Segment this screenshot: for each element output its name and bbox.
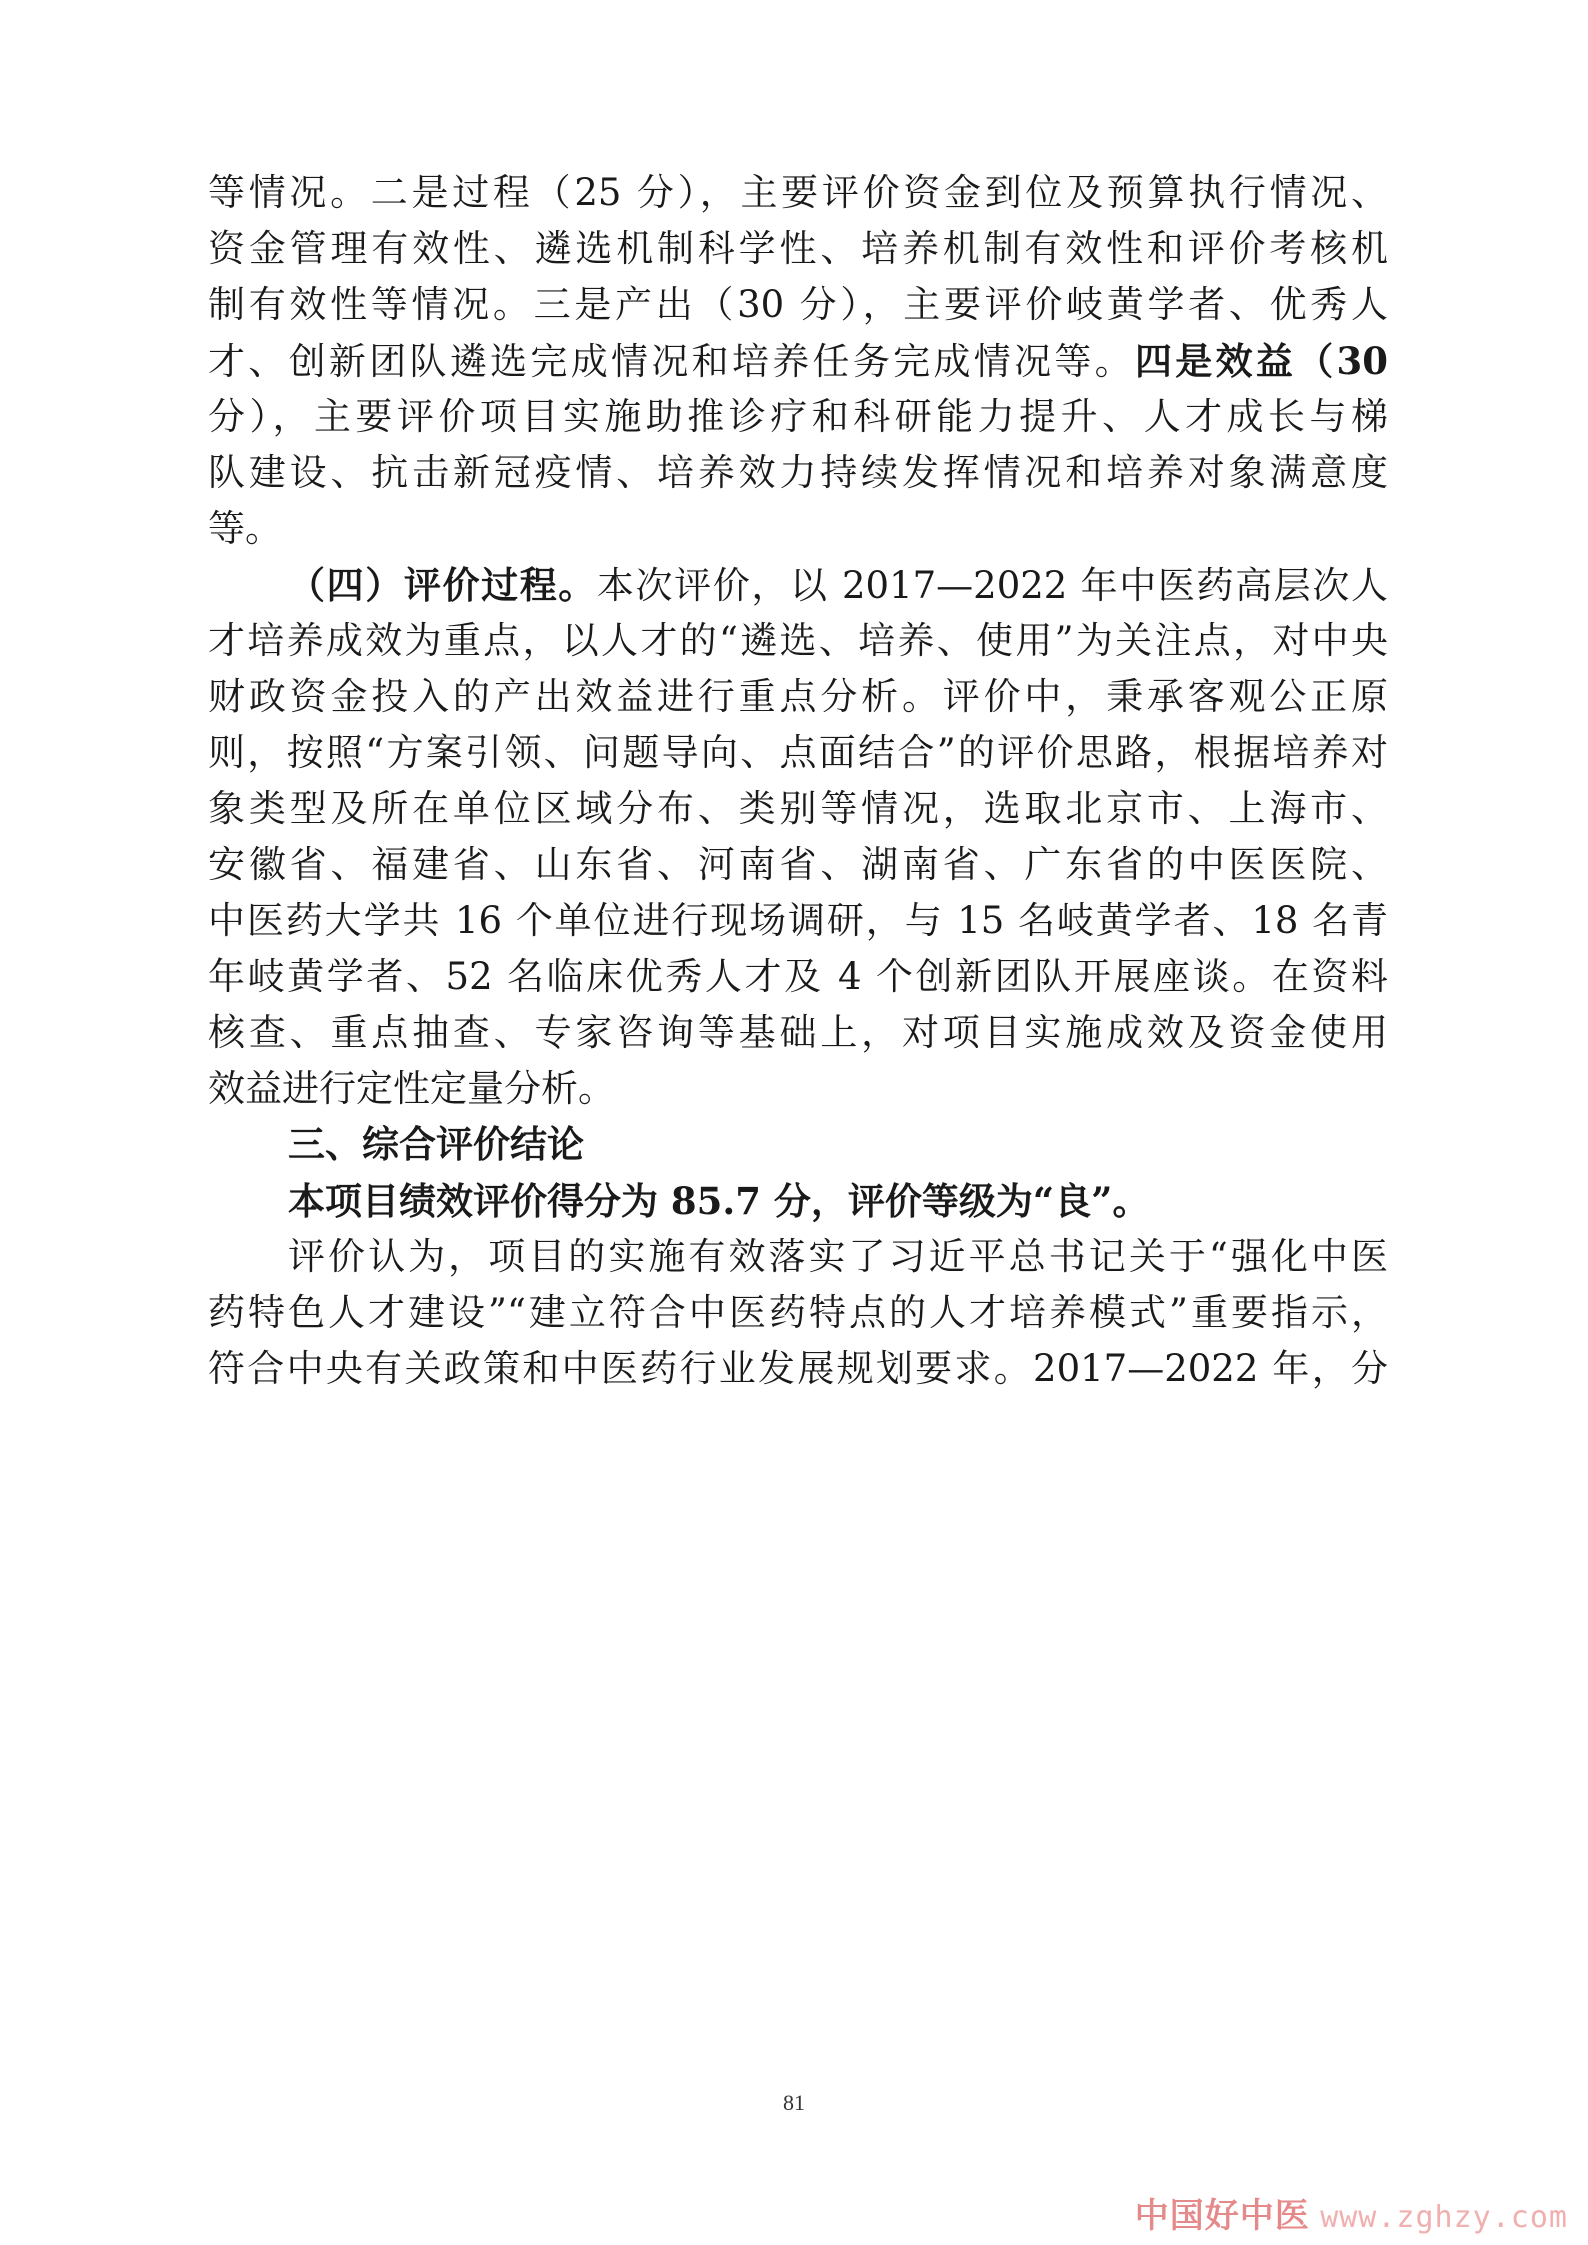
para1-line-1: 等情况。二是过程（25 分），主要评价资金到位及预算执行情况、 xyxy=(208,171,1388,214)
para2-line-6: 安徽省、福建省、山东省、河南省、湖南省、广东省的中医医院、 xyxy=(208,843,1388,886)
para1-line-6: 队建设、抗击新冠疫情、培养效力持续发挥情况和培养对象满意度 xyxy=(208,451,1388,494)
para1-line-4-bold: 四是效益（30 xyxy=(1134,339,1388,383)
section3-line-2: 药特色人才建设”“建立符合中医药特点的人才培养模式”重要指示， xyxy=(208,1291,1388,1334)
para2-line-7: 中医药大学共 16 个单位进行现场调研，与 15 名岐黄学者、18 名青 xyxy=(208,899,1388,942)
para1-line-2: 资金管理有效性、遴选机制科学性、培养机制有效性和评价考核机 xyxy=(208,227,1388,270)
para1-line-4-text: 才、创新团队遴选完成情况和培养任务完成情况等。 xyxy=(208,340,1135,383)
watermark xyxy=(1135,2188,1568,2237)
para2-lead-bold: （四）评价过程。 xyxy=(288,563,597,607)
watermark-url: www.zghzy.com xyxy=(1320,2200,1568,2235)
para1-line-3: 制有效性等情况。三是产出（30 分），主要评价岐黄学者、优秀人 xyxy=(208,283,1388,326)
watermark-cn: 中国好中医 xyxy=(1134,2197,1310,2235)
section3-line-1: 评价认为，项目的实施有效落实了习近平总书记关于“强化中医 xyxy=(288,1235,1388,1278)
para2-first-rest: 本次评价，以 2017—2022 年中医药高层次人 xyxy=(596,564,1388,607)
para1-line-4 xyxy=(208,336,1388,386)
section-heading: 三、综合评价结论 xyxy=(288,1123,584,1166)
para2-line-5: 象类型及所在单位区域分布、类别等情况，选取北京市、上海市、 xyxy=(208,787,1388,830)
para2-line-2: 才培养成效为重点，以人才的“遴选、培养、使用”为关注点，对中央 xyxy=(208,619,1388,662)
score-sentence: 本项目绩效评价得分为 85.7 分，评价等级为“良”。 xyxy=(288,1179,1150,1223)
para2-line-4: 则，按照“方案引领、问题导向、点面结合”的评价思路，根据培养对 xyxy=(208,731,1388,774)
para2-line-3: 财政资金投入的产出效益进行重点分析。评价中，秉承客观公正原 xyxy=(208,675,1388,718)
para2-line-10: 效益进行定性定量分析。 xyxy=(208,1067,615,1110)
para1-line-5: 分），主要评价项目实施助推诊疗和科研能力提升、人才成长与梯 xyxy=(208,395,1388,438)
para2-line-1 xyxy=(288,560,1388,610)
para2-line-9: 核查、重点抽查、专家咨询等基础上，对项目实施成效及资金使用 xyxy=(208,1011,1388,1054)
section3-line-3: 符合中央有关政策和中医药行业发展规划要求。2017—2022 年，分 xyxy=(208,1347,1388,1390)
page-number: 81 xyxy=(783,2090,805,2115)
para1-line-7: 等。 xyxy=(208,507,282,550)
para2-line-8: 年岐黄学者、52 名临床优秀人才及 4 个创新团队开展座谈。在资料 xyxy=(208,955,1388,998)
